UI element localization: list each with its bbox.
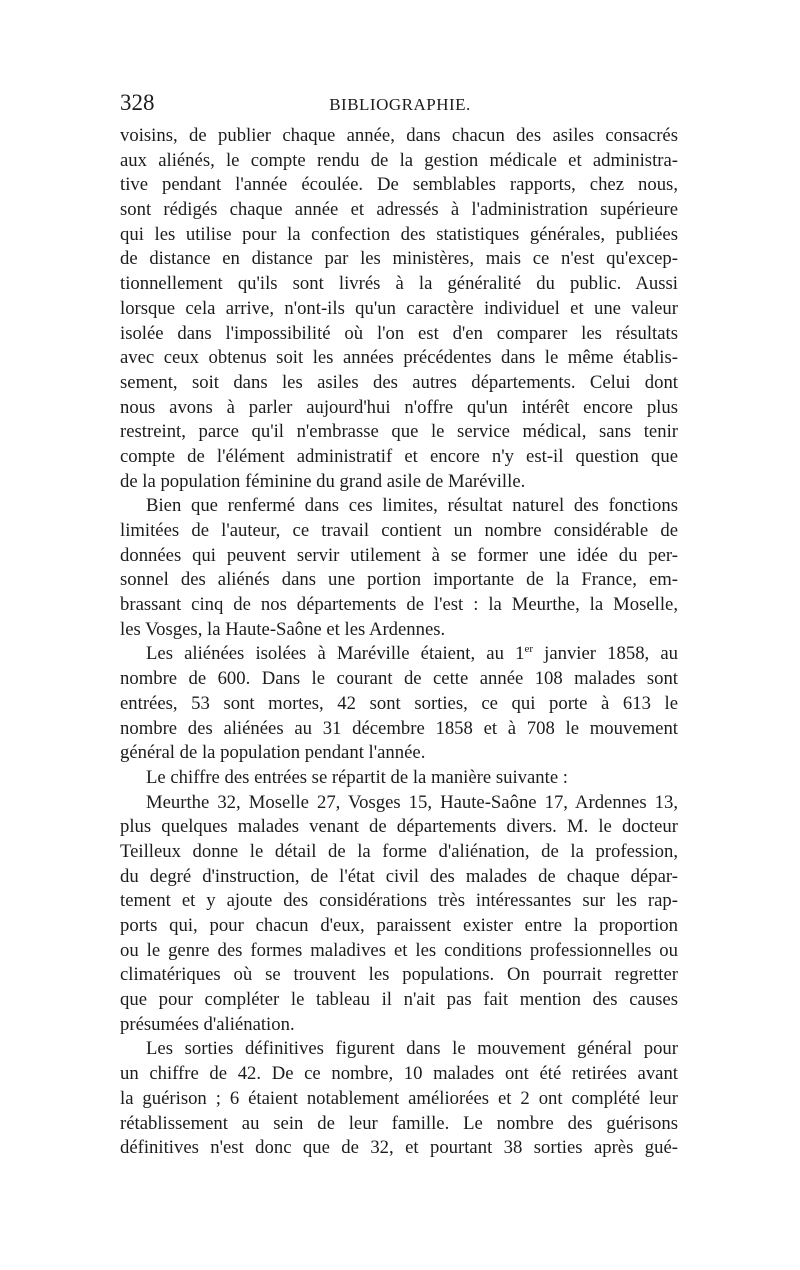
text-line: sont rédigés chaque année et adressés à l'administration supérieure — [120, 199, 678, 221]
text-line: rétablissement au sein de leur famille. Le nombre des guérisons — [120, 1112, 678, 1134]
text-line: nombre des aliénées au 31 décembre 1858 et à 708 le mouvement — [120, 717, 678, 739]
text-line: Teilleux donne le détail de la forme d'aliénation, de la profession, — [120, 840, 678, 862]
text-line: ou le genre des formes maladives et les conditions professionnelles ou — [120, 939, 678, 961]
text-line: sonnel des aliénés dans une portion importante de la France, em- — [120, 569, 678, 591]
body-text — [120, 124, 678, 1161]
text-line: ports qui, pour chacun d'eux, paraissent exister entre la proportion — [120, 915, 678, 936]
text-line: les Vosges, la Haute-Saône et les Ardennes. — [120, 618, 446, 640]
paragraph — [120, 791, 678, 1038]
page-number: 328 — [120, 90, 155, 115]
text-line: général de la population pendant l'année. — [120, 742, 426, 764]
text-line: aux aliénés, le compte rendu de la gestion médicale et administra- — [120, 149, 678, 171]
text-line: du degré d'instruction, de l'état civil des malades de chaque dépar- — [120, 865, 678, 887]
running-head — [120, 88, 680, 118]
text-line: de la population féminine du grand asile de Maréville. — [120, 470, 526, 492]
text-line: qui les utilise pour la confection des statistiques générales, publiées — [120, 223, 678, 245]
paragraph — [120, 494, 678, 642]
running-title: BIBLIOGRAPHIE. — [329, 95, 471, 114]
text-line: entrées, 53 sont mortes, 42 sont sorties, ce qui porte à 613 le — [120, 692, 678, 714]
text-line: tive pendant l'année écoulée. De semblables rapports, chez nous, — [120, 174, 678, 196]
text-line: que pour compléter le tableau il n'ait pas fait mention des causes — [120, 989, 678, 1011]
text-line: de distance en distance par les ministères, mais ce n'est qu'excep- — [120, 248, 678, 270]
text-line: présumées d'aliénation. — [120, 1013, 295, 1035]
text-line: la guérison ; 6 étaient notablement améliorées et 2 ont complété leur — [120, 1087, 678, 1109]
text-line: isolée dans l'impossibilité où l'on est d'en comparer les résultats — [120, 322, 678, 344]
paragraph — [120, 642, 678, 765]
text-line: définitives n'est donc que de 32, et pourtant 38 sorties après gué- — [120, 1137, 678, 1159]
text-line: restreint, parce qu'il n'embrasse que le service médical, sans tenir — [120, 421, 678, 443]
text-line: brassant cinq de nos départements de l'est : la Meurthe, la Moselle, — [120, 594, 678, 616]
text-line: nous avons à parler aujourd'hui n'offre qu'un intérêt encore plus — [120, 396, 678, 418]
text-line: lorsque cela arrive, n'ont-ils qu'un caractère individuel et une valeur — [120, 297, 678, 319]
text-line: compte de l'élément administratif et encore n'y est-il question que — [120, 445, 678, 467]
paragraph — [120, 766, 678, 791]
text-line: Meurthe 32, Moselle 27, Vosges 15, Haute-Saône 17, Ardennes 13, — [146, 791, 678, 813]
text-line: nombre de 600. Dans le courant de cette année 108 malades sont — [120, 668, 678, 690]
text-line: voisins, de publier chaque année, dans chacun des asiles consacrés — [120, 125, 678, 146]
text-line: données qui peuvent servir utilement à se former une idée du per- — [120, 544, 678, 566]
text-line: avec ceux obtenus soit les années précédentes dans le même établis- — [120, 347, 678, 369]
text-line: limitées de l'auteur, ce travail contient un nombre considérable de — [120, 520, 678, 541]
text-line: climatériques où se trouvent les populations. On pourrait regretter — [120, 964, 678, 986]
text-line: tionnellement qu'ils sont livrés à la généralité du public. Aussi — [120, 273, 678, 295]
text-line: plus quelques malades venant de départements divers. M. le docteur — [120, 816, 678, 838]
text-line: tement et y ajoute des considérations très intéressantes sur les rap- — [120, 890, 678, 912]
paragraph — [120, 124, 678, 494]
text-line: un chiffre de 42. De ce nombre, 10 malades ont été retirées avant — [120, 1063, 678, 1085]
text-line: sement, soit dans les asiles des autres départements. Celui dont — [120, 371, 678, 393]
text-line: Le chiffre des entrées se répartit de la manière suivante : — [146, 766, 569, 788]
paragraph — [120, 1037, 678, 1160]
text-line: Bien que renfermé dans ces limites, résultat naturel des fonctions — [146, 495, 678, 517]
text-line: Les sorties définitives figurent dans le mouvement général pour — [146, 1038, 678, 1060]
text-line: Les aliénées isolées à Maréville étaient, au 1er janvier 1858, au — [146, 643, 678, 665]
